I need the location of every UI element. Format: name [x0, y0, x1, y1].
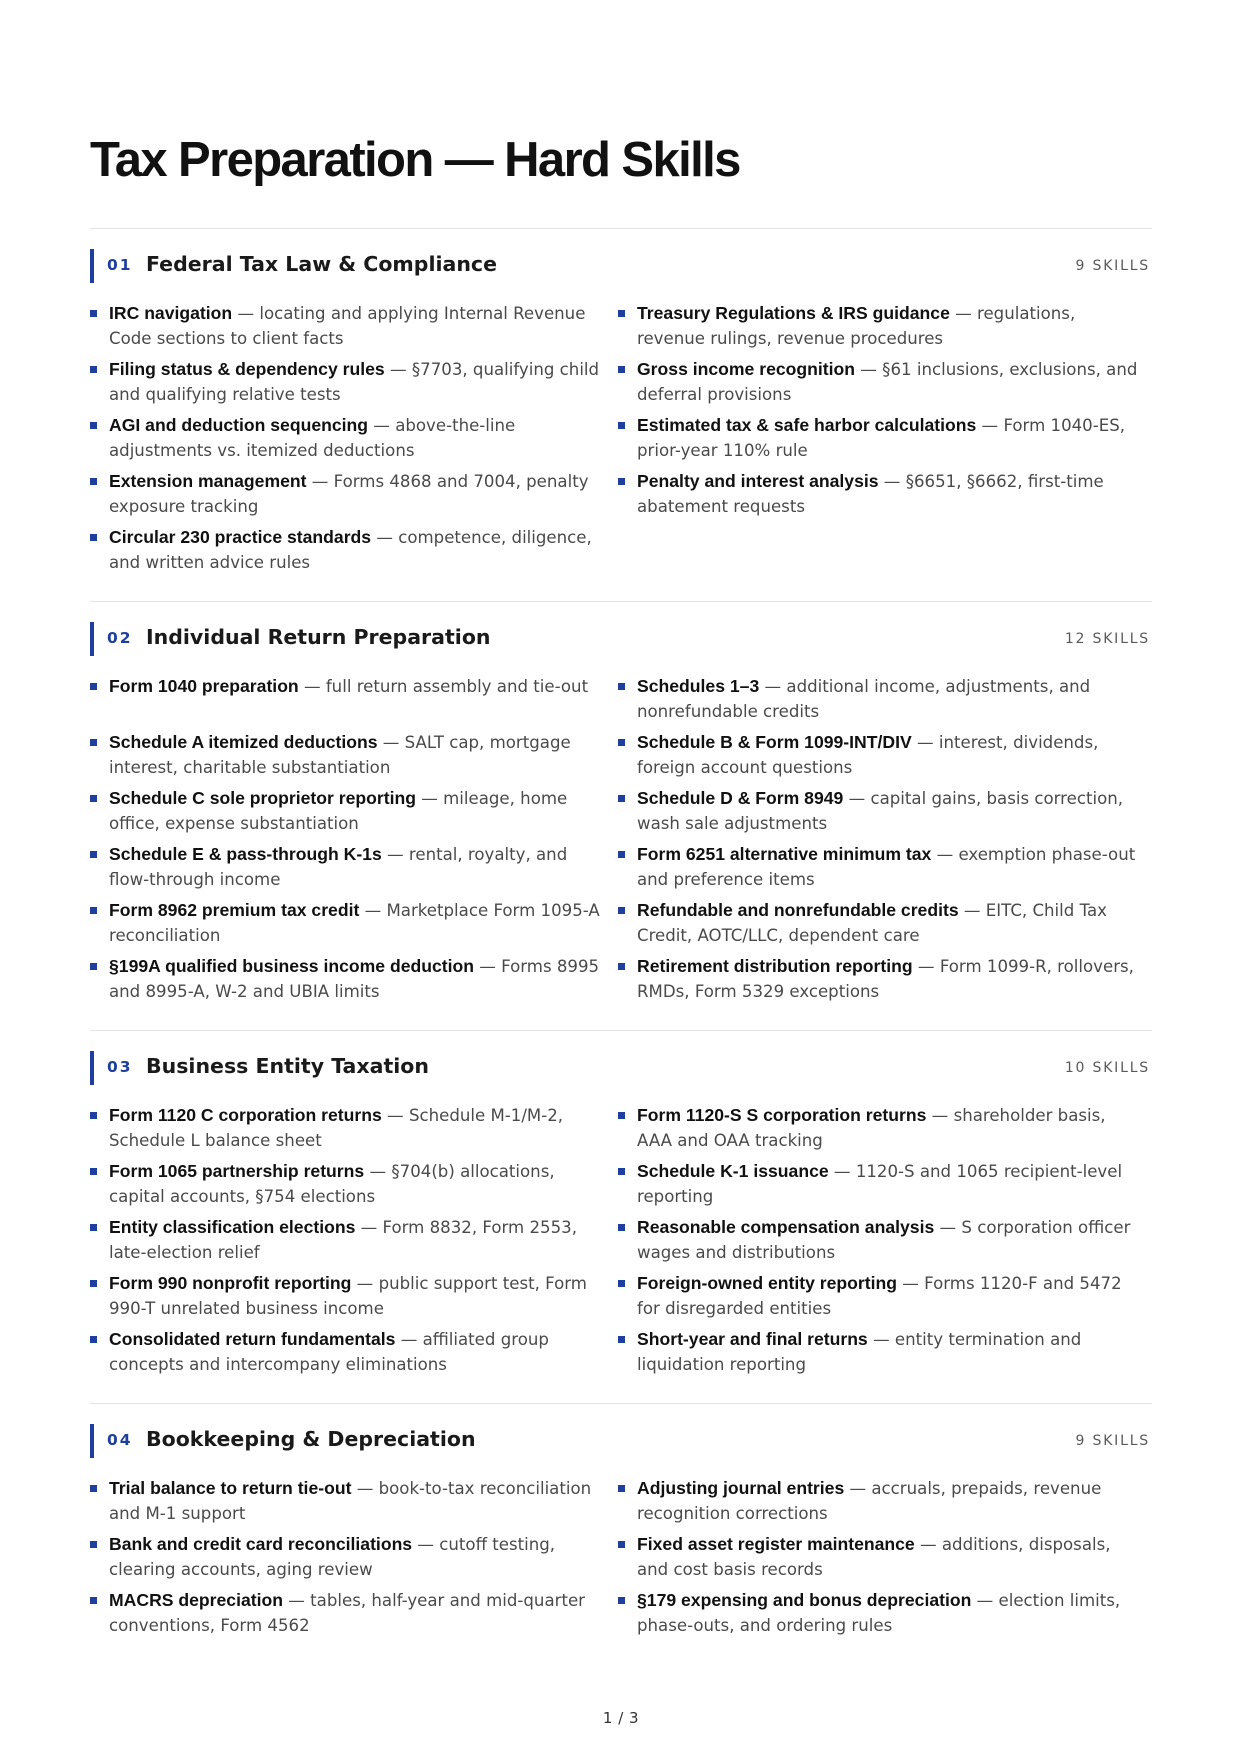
section-title: Business Entity Taxation	[146, 1054, 429, 1078]
square-bullet-icon	[618, 907, 625, 914]
skill-description: additional income, adjustments, and nonrefundable credits	[637, 677, 1091, 721]
skill-description: exemption phase-out and preference items	[637, 845, 1136, 889]
skill-item: Bank and credit card reconciliations — cutoff testing, clearing accounts, aging review	[90, 1532, 618, 1588]
skill-item: Estimated tax & safe harbor calculations — Form 1040-ES, prior-year 110% rule	[618, 413, 1152, 469]
skill-item: Filing status & dependency rules — §7703, qualifying child and qualifying relative tests	[90, 357, 618, 413]
skill-name: Form 1120-S S corporation returns	[637, 1105, 927, 1125]
skill-item: Reasonable compensation analysis — S corporation officer wages and distributions	[618, 1215, 1152, 1271]
square-bullet-icon	[618, 963, 625, 970]
section-number: 02	[107, 629, 133, 647]
skill-name: Fixed asset register maintenance	[637, 1534, 915, 1554]
skill-description: affiliated group concepts and intercompany eliminations	[109, 1330, 549, 1374]
square-bullet-icon	[90, 739, 97, 746]
skill-name: Form 6251 alternative minimum tax	[637, 844, 932, 864]
square-bullet-icon	[618, 422, 625, 429]
skill-description: SALT cap, mortgage interest, charitable substantiation	[109, 733, 571, 777]
skill-name: §179 expensing and bonus depreciation	[637, 1590, 972, 1610]
skill-item: Schedule D & Form 8949 — capital gains, basis correction, wash sale adjustments	[618, 786, 1152, 842]
skill-item: Form 990 nonprofit reporting — public support test, Form 990-T unrelated business income	[90, 1271, 618, 1327]
square-bullet-icon	[90, 1168, 97, 1175]
section-number: 01	[107, 256, 133, 274]
square-bullet-icon	[618, 739, 625, 746]
skill-item: Gross income recognition — §61 inclusions, exclusions, and deferral provisions	[618, 357, 1152, 413]
skill-description: §61 inclusions, exclusions, and deferral provisions	[637, 360, 1138, 404]
skills-list	[90, 1103, 1152, 1383]
square-bullet-icon	[90, 310, 97, 317]
square-bullet-icon	[90, 795, 97, 802]
skill-name: IRC navigation	[109, 303, 233, 323]
skill-description: §7703, qualifying child and qualifying relative tests	[109, 360, 600, 404]
section-divider	[90, 601, 1152, 602]
skill-description: §6651, §6662, first-time abatement requests	[637, 472, 1104, 516]
section-skill-count: 12 SKILLS	[1064, 631, 1150, 647]
section-accent-bar	[90, 1424, 94, 1458]
skill-name: Bank and credit card reconciliations	[109, 1534, 413, 1554]
skill-description: S corporation officer wages and distributions	[637, 1218, 1131, 1262]
square-bullet-icon	[618, 851, 625, 858]
skill-description: tables, half-year and mid-quarter conventions, Form 4562	[109, 1591, 585, 1635]
square-bullet-icon	[618, 683, 625, 690]
skill-name: Extension management	[109, 471, 307, 491]
skill-name: Form 1040 preparation	[109, 676, 299, 696]
skill-name: Adjusting journal entries	[637, 1478, 845, 1498]
skill-name: Schedule D & Form 8949	[637, 788, 844, 808]
skill-name: Treasury Regulations & IRS guidance	[637, 303, 950, 323]
section-title: Federal Tax Law & Compliance	[146, 252, 497, 276]
section-accent-bar	[90, 1051, 94, 1085]
section-skill-count: 9 SKILLS	[1075, 258, 1150, 274]
section-header	[90, 1424, 1152, 1458]
section-skill-count: 9 SKILLS	[1075, 1433, 1150, 1449]
square-bullet-icon	[90, 534, 97, 541]
skill-item: Form 1120-S S corporation returns — shareholder basis, AAA and OAA tracking	[618, 1103, 1152, 1159]
skill-name: Penalty and interest analysis	[637, 471, 879, 491]
skill-item: Entity classification elections — Form 8832, Form 2553, late-election relief	[90, 1215, 618, 1271]
square-bullet-icon	[90, 1541, 97, 1548]
section-title: Individual Return Preparation	[146, 625, 491, 649]
square-bullet-icon	[90, 478, 97, 485]
section-number: 03	[107, 1058, 133, 1076]
skill-name: Entity classification elections	[109, 1217, 356, 1237]
skill-description: Form 1099-R, rollovers, RMDs, Form 5329 exceptions	[637, 957, 1134, 1001]
skill-item: Form 6251 alternative minimum tax — exemption phase-out and preference items	[618, 842, 1152, 898]
skill-item: Schedule B & Form 1099-INT/DIV — interest, dividends, foreign account questions	[618, 730, 1152, 786]
skill-name: Schedule A itemized deductions	[109, 732, 378, 752]
skill-description: accruals, prepaids, revenue recognition corrections	[637, 1479, 1102, 1523]
skill-name: Trial balance to return tie-out	[109, 1478, 352, 1498]
skill-name: Form 1120 C corporation returns	[109, 1105, 382, 1125]
skill-item: Circular 230 practice standards — competence, diligence, and written advice rules	[90, 525, 618, 581]
square-bullet-icon	[90, 907, 97, 914]
skill-description: regulations, revenue rulings, revenue procedures	[637, 304, 1076, 348]
skill-name: §199A qualified business income deduction	[109, 956, 474, 976]
square-bullet-icon	[90, 1336, 97, 1343]
skills-list	[90, 1476, 1152, 1644]
section-accent-bar	[90, 249, 94, 283]
skill-name: AGI and deduction sequencing	[109, 415, 369, 435]
section-title: Bookkeeping & Depreciation	[146, 1427, 476, 1451]
square-bullet-icon	[618, 478, 625, 485]
skill-item: Form 1065 partnership returns — §704(b) allocations, capital accounts, §754 elections	[90, 1159, 618, 1215]
skill-description: cutoff testing, clearing accounts, aging review	[109, 1535, 556, 1579]
square-bullet-icon	[90, 1280, 97, 1287]
section-divider	[90, 228, 1152, 229]
skill-item: Penalty and interest analysis — §6651, §6662, first-time abatement requests	[618, 469, 1152, 525]
skill-description: Forms 8995 and 8995-A, W-2 and UBIA limits	[109, 957, 600, 1001]
section-divider	[90, 1030, 1152, 1031]
skill-description: §704(b) allocations, capital accounts, §754 elections	[109, 1162, 555, 1206]
skill-name: Form 990 nonprofit reporting	[109, 1273, 352, 1293]
square-bullet-icon	[90, 1112, 97, 1119]
skill-item: Schedule E & pass-through K-1s — rental, royalty, and flow-through income	[90, 842, 618, 898]
skill-item: Trial balance to return tie-out — book-to-tax reconciliation and M-1 support	[90, 1476, 618, 1532]
square-bullet-icon	[618, 1485, 625, 1492]
skill-name: Foreign-owned entity reporting	[637, 1273, 897, 1293]
skill-name: Refundable and nonrefundable credits	[637, 900, 959, 920]
skill-name: Consolidated return fundamentals	[109, 1329, 396, 1349]
square-bullet-icon	[90, 1224, 97, 1231]
skill-item: Schedule A itemized deductions — SALT cap, mortgage interest, charitable substantiation	[90, 730, 618, 786]
skills-list	[90, 674, 1152, 1010]
skill-description: capital gains, basis correction, wash sale adjustments	[637, 789, 1124, 833]
section-header	[90, 1051, 1152, 1085]
skill-description: Form 1040-ES, prior-year 110% rule	[637, 416, 1126, 460]
skill-item: §179 expensing and bonus depreciation — election limits, phase-outs, and ordering rules	[618, 1588, 1152, 1644]
skill-name: Schedules 1–3	[637, 676, 760, 696]
skill-item: Form 8962 premium tax credit — Marketplace Form 1095-A reconciliation	[90, 898, 618, 954]
skills-list	[90, 301, 1152, 581]
square-bullet-icon	[90, 963, 97, 970]
skill-description: above-the-line adjustments vs. itemized deductions	[109, 416, 516, 460]
skill-description: public support test, Form 990-T unrelated business income	[109, 1274, 587, 1318]
skill-description: interest, dividends, foreign account questions	[637, 733, 1099, 777]
skill-description: locating and applying Internal Revenue Code sections to client facts	[109, 304, 586, 348]
skill-description: election limits, phase-outs, and ordering rules	[637, 1591, 1121, 1635]
section-header	[90, 249, 1152, 283]
skill-description: Marketplace Form 1095-A reconciliation	[109, 901, 600, 945]
skill-name: Schedule B & Form 1099-INT/DIV	[637, 732, 912, 752]
skill-name: Filing status & dependency rules	[109, 359, 385, 379]
square-bullet-icon	[618, 1224, 625, 1231]
skill-name: Gross income recognition	[637, 359, 856, 379]
skill-item: Form 1120 C corporation returns — Schedule M-1/M-2, Schedule L balance sheet	[90, 1103, 618, 1159]
skill-description: Schedule M-1/M-2, Schedule L balance sheet	[109, 1106, 564, 1150]
skill-item: Schedule C sole proprietor reporting — mileage, home office, expense substantiation	[90, 786, 618, 842]
skill-name: Schedule C sole proprietor reporting	[109, 788, 416, 808]
skill-item: Adjusting journal entries — accruals, prepaids, revenue recognition corrections	[618, 1476, 1152, 1532]
skill-item: Foreign-owned entity reporting — Forms 1120-F and 5472 for disregarded entities	[618, 1271, 1152, 1327]
skill-description: book-to-tax reconciliation and M-1 support	[109, 1479, 592, 1523]
square-bullet-icon	[90, 1597, 97, 1604]
skill-item: Form 1040 preparation — full return assembly and tie-out	[90, 674, 618, 730]
skill-item: Fixed asset register maintenance — additions, disposals, and cost basis records	[618, 1532, 1152, 1588]
skill-item: AGI and deduction sequencing — above-the-line adjustments vs. itemized deductions	[90, 413, 618, 469]
skill-description: additions, disposals, and cost basis records	[637, 1535, 1111, 1579]
skill-description: Forms 4868 and 7004, penalty exposure tracking	[109, 472, 589, 516]
skill-description: 1120-S and 1065 recipient-level reporting	[637, 1162, 1123, 1206]
square-bullet-icon	[618, 310, 625, 317]
page-title: Tax Preparation — Hard Skills	[90, 133, 740, 187]
skill-name: Form 1065 partnership returns	[109, 1161, 365, 1181]
skill-item: §199A qualified business income deduction — Forms 8995 and 8995-A, W-2 and UBIA limits	[90, 954, 618, 1010]
skill-description: EITC, Child Tax Credit, AOTC/LLC, dependent care	[637, 901, 1107, 945]
section-accent-bar	[90, 622, 94, 656]
section-divider	[90, 1403, 1152, 1404]
square-bullet-icon	[618, 366, 625, 373]
skill-name: Estimated tax & safe harbor calculations	[637, 415, 977, 435]
skill-item: MACRS depreciation — tables, half-year and mid-quarter conventions, Form 4562	[90, 1588, 618, 1644]
square-bullet-icon	[90, 1485, 97, 1492]
skill-item: Schedule K-1 issuance — 1120-S and 1065 recipient-level reporting	[618, 1159, 1152, 1215]
skill-item: Refundable and nonrefundable credits — EITC, Child Tax Credit, AOTC/LLC, dependent care	[618, 898, 1152, 954]
skill-description: mileage, home office, expense substantiation	[109, 789, 568, 833]
square-bullet-icon	[90, 851, 97, 858]
skill-name: MACRS depreciation	[109, 1590, 284, 1610]
skill-description: Form 8832, Form 2553, late-election relief	[109, 1218, 577, 1262]
skill-description: rental, royalty, and flow-through income	[109, 845, 568, 889]
section-number: 04	[107, 1431, 133, 1449]
square-bullet-icon	[618, 1597, 625, 1604]
skill-description: full return assembly and tie-out	[325, 677, 589, 696]
skill-description: Forms 1120-F and 5472 for disregarded entities	[637, 1274, 1122, 1318]
skill-description: entity termination and liquidation reporting	[637, 1330, 1082, 1374]
skill-name: Schedule E & pass-through K-1s	[109, 844, 382, 864]
skill-name: Schedule K-1 issuance	[637, 1161, 829, 1181]
skill-description: competence, diligence, and written advice rules	[109, 528, 592, 572]
section-skill-count: 10 SKILLS	[1064, 1060, 1150, 1076]
skill-name: Reasonable compensation analysis	[637, 1217, 935, 1237]
square-bullet-icon	[90, 422, 97, 429]
skill-description: shareholder basis, AAA and OAA tracking	[637, 1106, 1106, 1150]
square-bullet-icon	[618, 1280, 625, 1287]
skill-item: Consolidated return fundamentals — affiliated group concepts and intercompany eliminations	[90, 1327, 618, 1383]
skill-item: Treasury Regulations & IRS guidance — regulations, revenue rulings, revenue procedures	[618, 301, 1152, 357]
skill-item: Retirement distribution reporting — Form 1099-R, rollovers, RMDs, Form 5329 exceptions	[618, 954, 1152, 1010]
square-bullet-icon	[618, 1541, 625, 1548]
page-number: 1 / 3	[602, 1709, 640, 1727]
section-header	[90, 622, 1152, 656]
skill-name: Retirement distribution reporting	[637, 956, 913, 976]
square-bullet-icon	[90, 366, 97, 373]
skill-item: IRC navigation — locating and applying Internal Revenue Code sections to client facts	[90, 301, 618, 357]
square-bullet-icon	[90, 683, 97, 690]
skill-item: Extension management — Forms 4868 and 7004, penalty exposure tracking	[90, 469, 618, 525]
skill-name: Form 8962 premium tax credit	[109, 900, 360, 920]
square-bullet-icon	[618, 795, 625, 802]
skill-item: Short-year and final returns — entity termination and liquidation reporting	[618, 1327, 1152, 1383]
skill-name: Circular 230 practice standards	[109, 527, 372, 547]
square-bullet-icon	[618, 1168, 625, 1175]
square-bullet-icon	[618, 1112, 625, 1119]
skill-item: Schedules 1–3 — additional income, adjustments, and nonrefundable credits	[618, 674, 1152, 730]
skill-name: Short-year and final returns	[637, 1329, 868, 1349]
square-bullet-icon	[618, 1336, 625, 1343]
